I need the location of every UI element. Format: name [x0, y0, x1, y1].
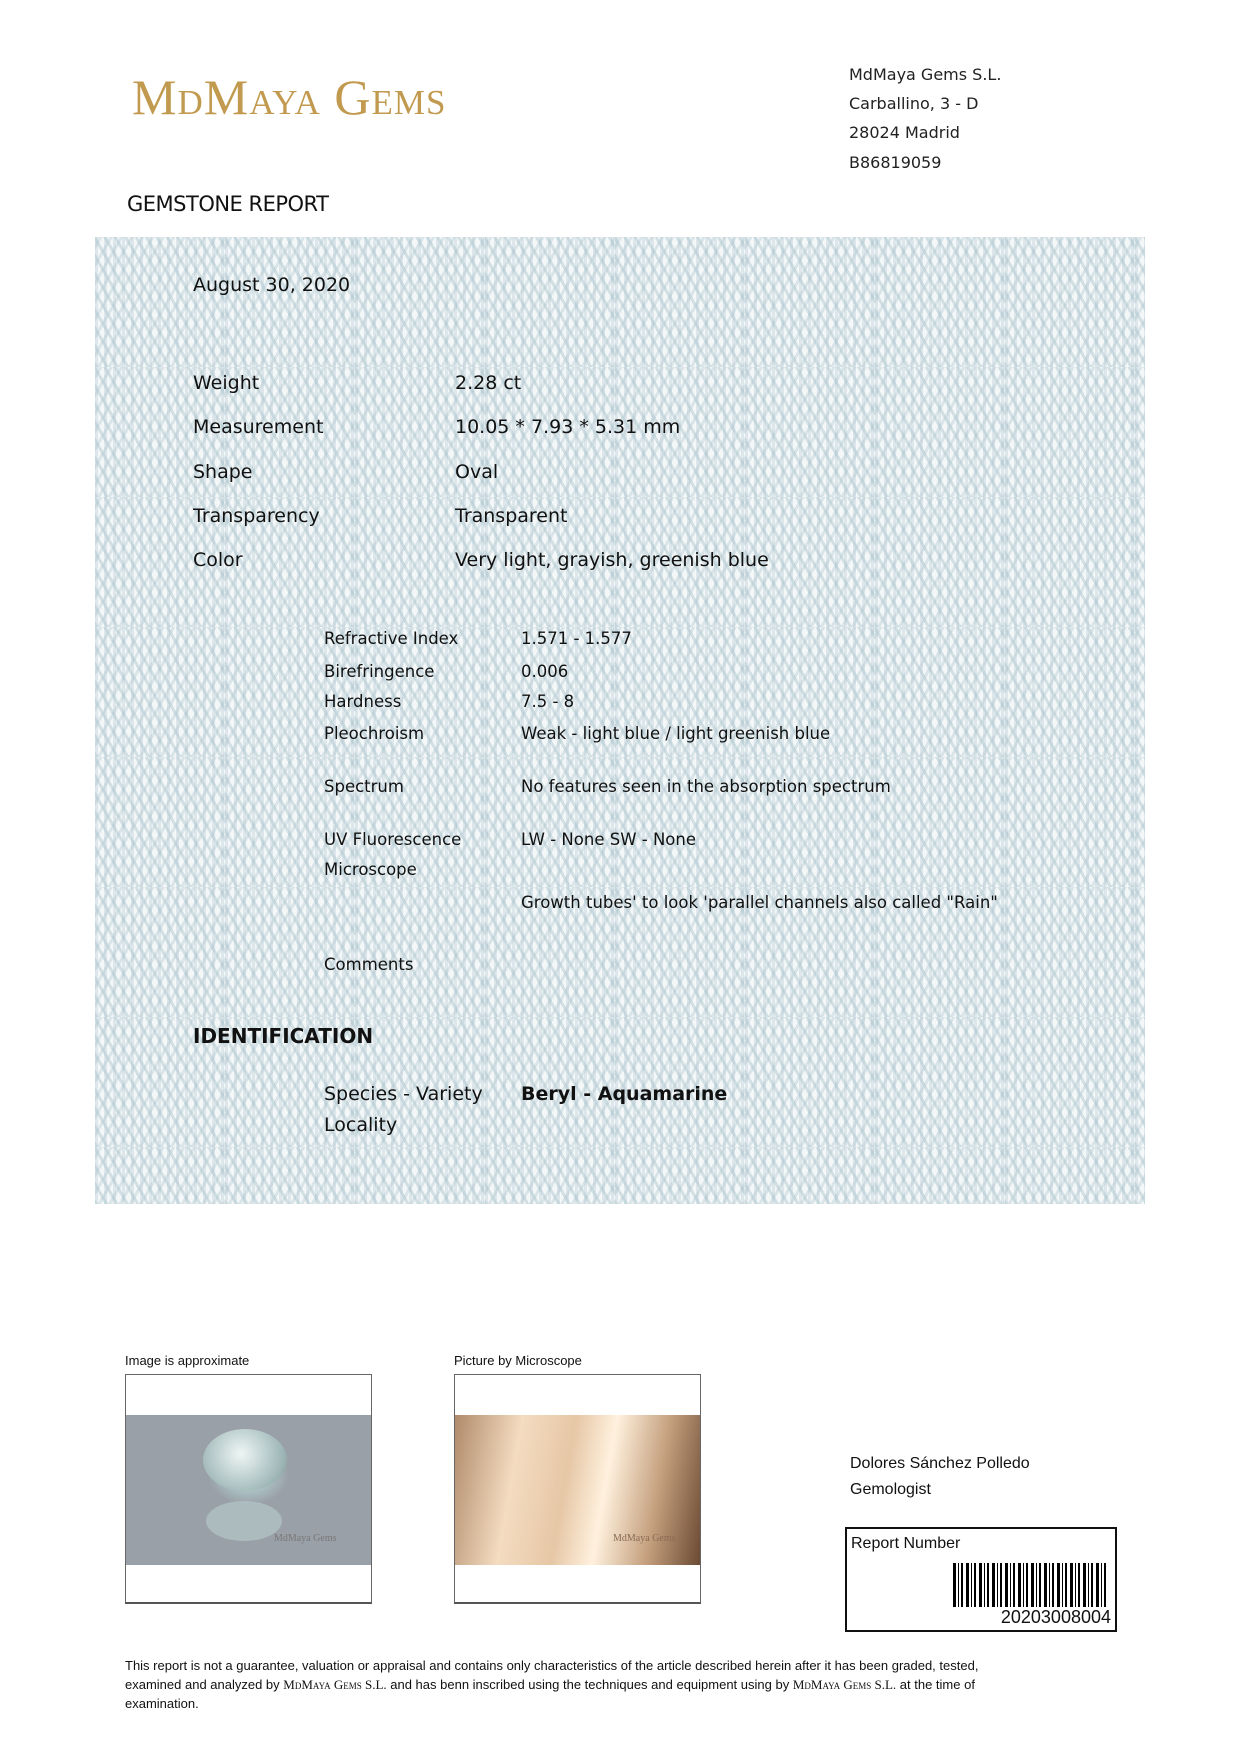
measurement-value: 10.05 * 7.93 * 5.31 mm [455, 416, 681, 438]
transparency-label: Transparency [193, 505, 320, 527]
microscope-photo [455, 1415, 700, 1565]
report-date: August 30, 2020 [193, 274, 351, 296]
company-name: MdMaya Gems S.L. [283, 1677, 387, 1692]
disclaimer-text: at the time of [896, 1677, 975, 1692]
comments-label: Comments [324, 955, 414, 974]
species-label: Species - Variety [324, 1083, 483, 1105]
color-label: Color [193, 549, 243, 571]
hardness-value: 7.5 - 8 [521, 692, 575, 711]
species-value: Beryl - Aquamarine [521, 1083, 728, 1105]
birefringence-value: 0.006 [521, 662, 569, 681]
weight-label: Weight [193, 372, 260, 394]
report-number-value: 20203008004 [1000, 1607, 1111, 1627]
pleochroism-value: Weak - light blue / light greenish blue [521, 724, 831, 743]
hardness-label: Hardness [324, 692, 402, 711]
microscope-photo-frame [454, 1374, 701, 1604]
gem-stone-image [203, 1429, 287, 1491]
disclaimer-line-3: examination. [125, 1696, 199, 1711]
color-value: Very light, grayish, greenish blue [455, 549, 769, 571]
address-company: MdMaya Gems S.L. [849, 65, 1002, 84]
birefringence-label: Birefringence [324, 662, 435, 681]
company-logo: MdMaya Gems [132, 69, 447, 125]
gemologist-title: Gemologist [850, 1481, 931, 1498]
pleochroism-label: Pleochroism [324, 724, 425, 743]
address-tax-id: B86819059 [849, 153, 942, 172]
spectrum-value: No features seen in the absorption spectrum [521, 777, 891, 796]
spectrum-label: Spectrum [324, 777, 404, 796]
disclaimer-line-2 [125, 1677, 975, 1693]
disclaimer-text: and has benn inscribed using the techniques and equipment using by [386, 1677, 793, 1692]
shape-value: Oval [455, 461, 499, 483]
company-name: MdMaya Gems S.L. [792, 1677, 897, 1692]
gem-photo-frame [125, 1374, 372, 1604]
gemologist-name: Dolores Sánchez Polledo [850, 1455, 1030, 1472]
uv-fluorescence-label: UV Fluorescence [324, 830, 462, 849]
report-number-label: Report Number [851, 1535, 961, 1552]
microscope-label: Microscope [324, 860, 417, 879]
measurement-label: Measurement [193, 416, 324, 438]
address-street: Carballino, 3 - D [849, 94, 979, 113]
gem-reflection-image [206, 1501, 282, 1541]
address-city: 28024 Madrid [849, 123, 960, 142]
report-number-box [845, 1527, 1117, 1632]
barcode [953, 1563, 1109, 1607]
locality-label: Locality [324, 1114, 398, 1136]
transparency-value: Transparent [455, 505, 568, 527]
image-caption-microscope: Picture by Microscope [454, 1353, 582, 1368]
refractive-index-value: 1.571 - 1.577 [521, 629, 632, 648]
disclaimer-line-1: This report is not a guarantee, valuation or appraisal and contains only characteristics of the article described herein after it has been graded, tested, [125, 1658, 979, 1673]
gem-photo [126, 1415, 371, 1565]
refractive-index-label: Refractive Index [324, 629, 459, 648]
photo-watermark: MdMaya Gems [274, 1533, 337, 1544]
shape-label: Shape [193, 461, 253, 483]
photo-watermark: MdMaya Gems [613, 1533, 676, 1544]
weight-value: 2.28 ct [455, 372, 522, 394]
microscope-value: Growth tubes' to look 'parallel channels also called "Rain" [521, 893, 998, 912]
disclaimer-text: examined and analyzed by [125, 1677, 284, 1692]
image-caption-approximate: Image is approximate [125, 1353, 250, 1368]
uv-fluorescence-value: LW - None SW - None [521, 830, 697, 849]
identification-heading: IDENTIFICATION [193, 1024, 374, 1048]
report-title: GEMSTONE REPORT [127, 192, 329, 216]
